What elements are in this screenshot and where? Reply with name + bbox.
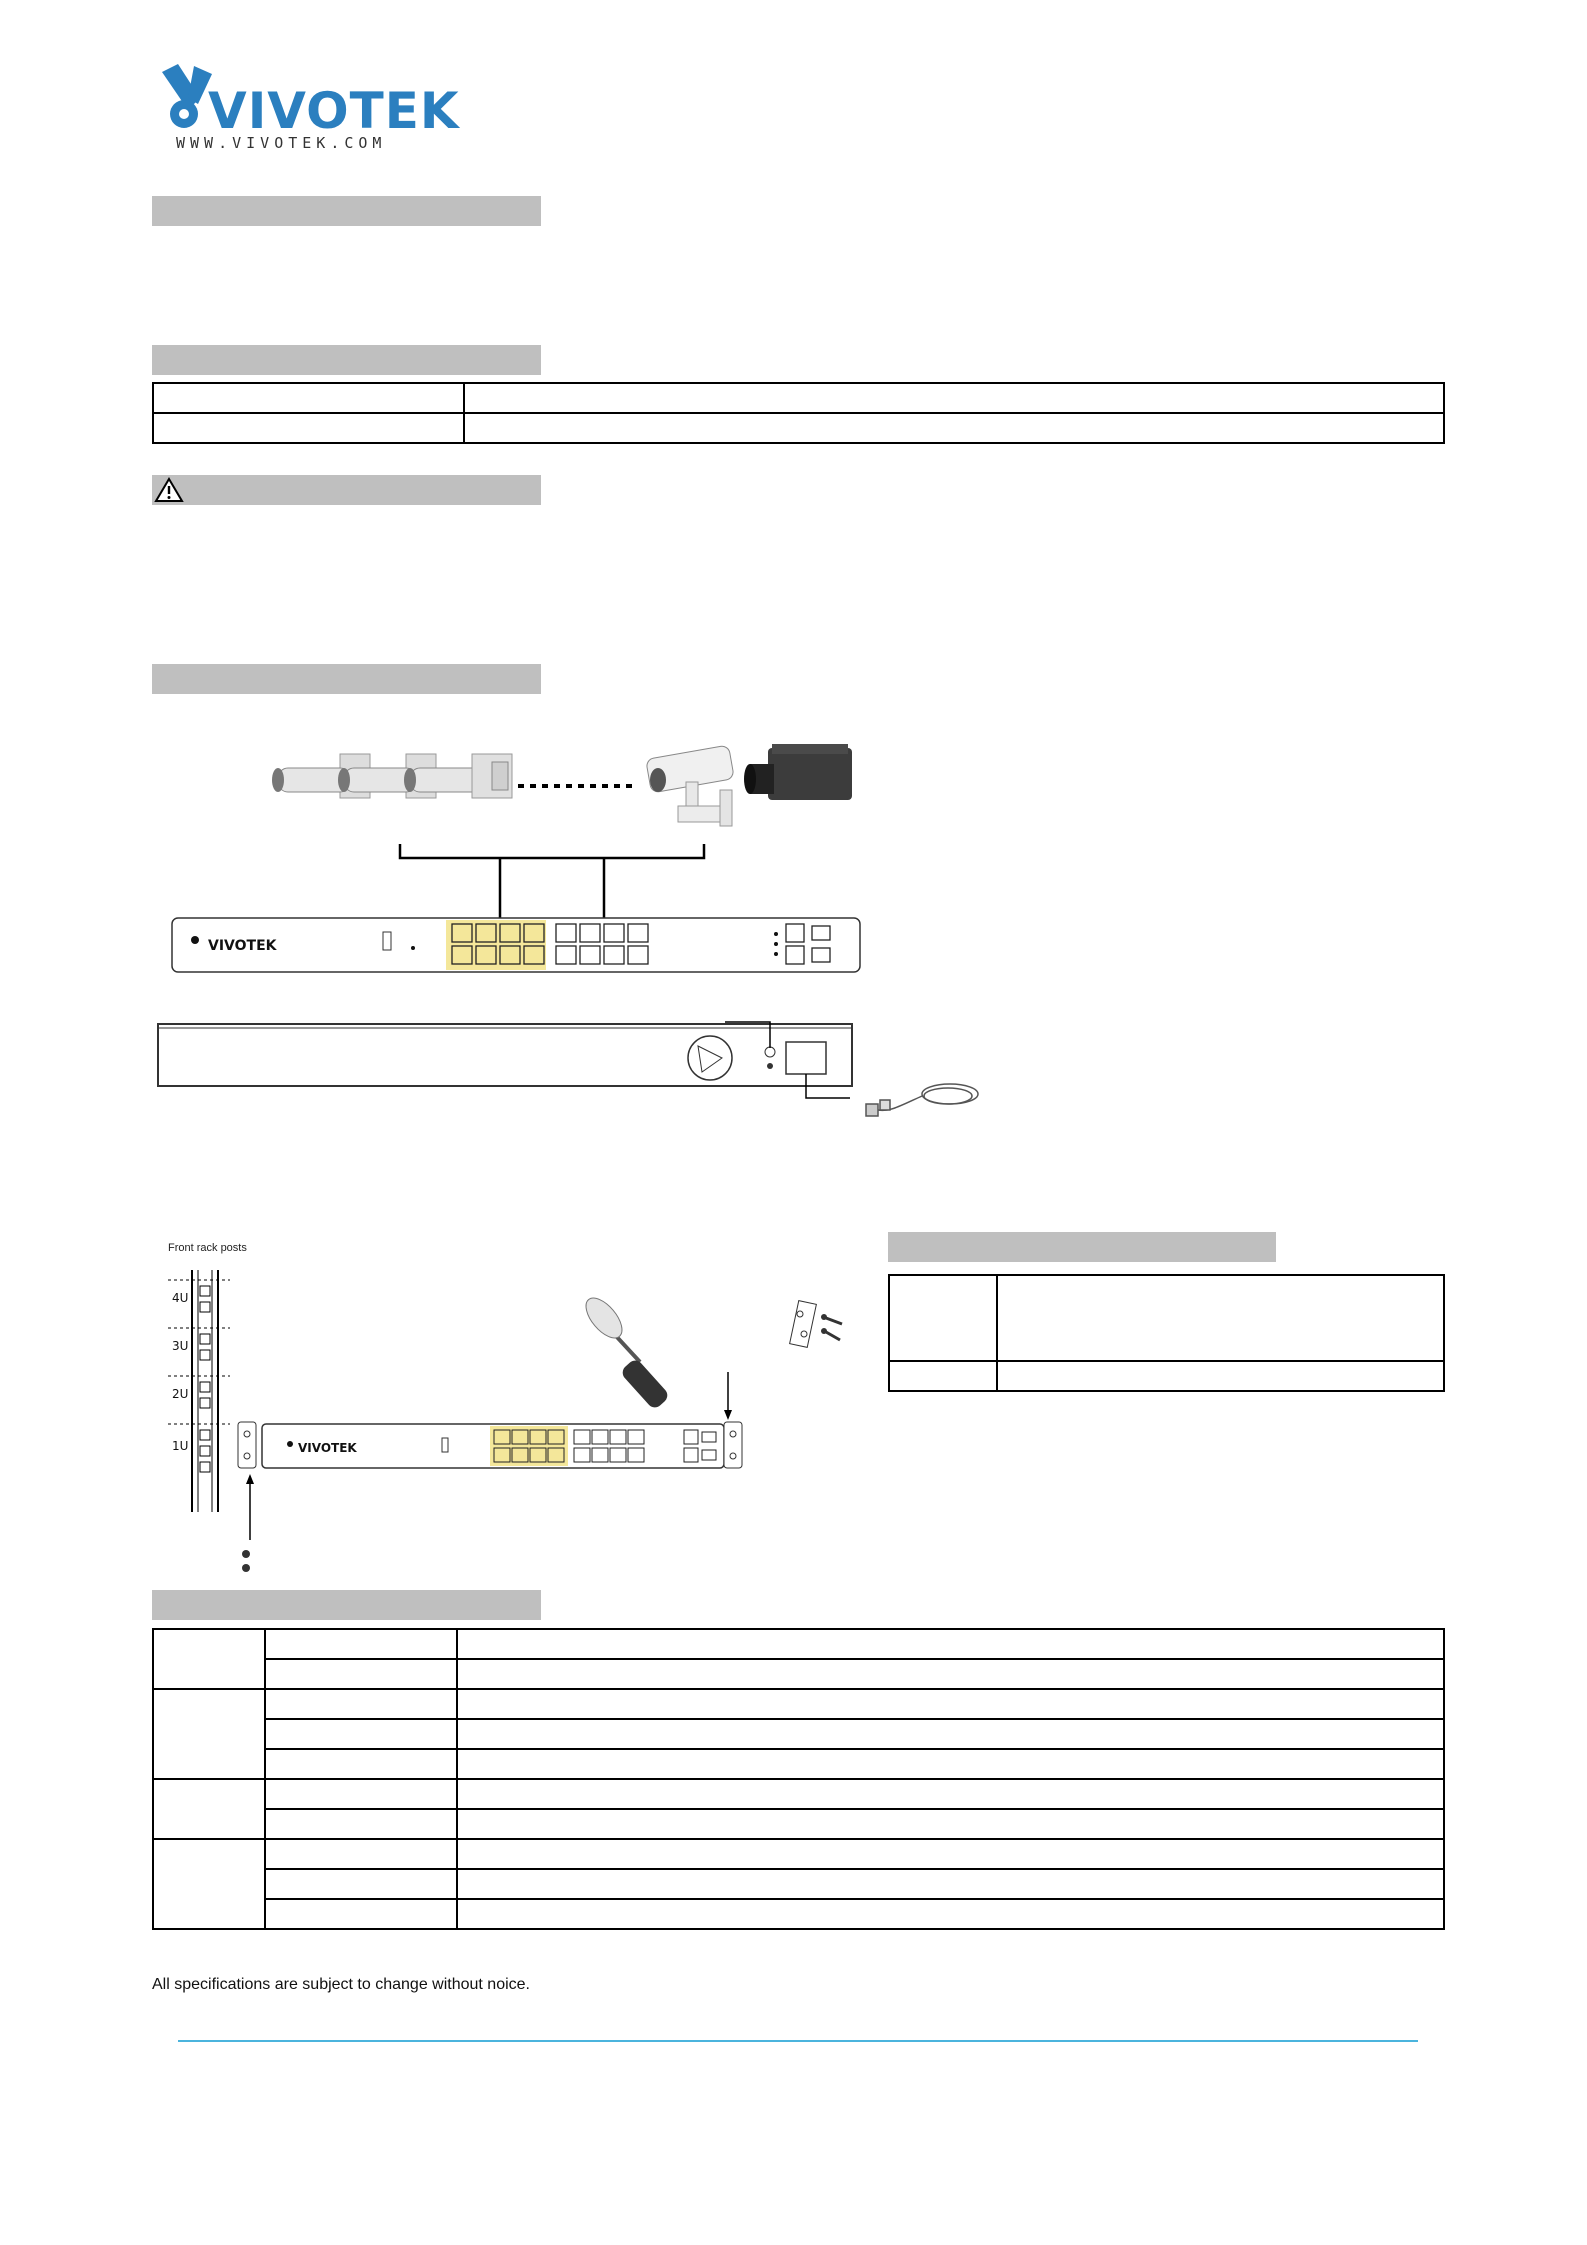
outdoor-camera-icon <box>646 745 735 826</box>
kit-table <box>888 1274 1445 1392</box>
poe-switch-front-icon <box>172 918 860 972</box>
screwdriver-icon <box>579 1292 670 1411</box>
table-cell <box>457 1839 1444 1869</box>
table-cell <box>997 1275 1444 1361</box>
svg-text:VIVOTEK: VIVOTEK <box>298 1441 357 1455</box>
section-header-bar <box>888 1232 1276 1262</box>
rack-unit-label: 2U <box>172 1387 189 1401</box>
section-header-bar <box>152 345 541 375</box>
table-cell <box>265 1719 457 1749</box>
table-cell <box>153 1779 265 1839</box>
table-cell <box>457 1719 1444 1749</box>
section-header-bar <box>152 1590 541 1620</box>
table-cell <box>457 1869 1444 1899</box>
table-cell <box>265 1659 457 1689</box>
connection-diagram <box>150 740 1010 1140</box>
table-cell <box>265 1809 457 1839</box>
mounting-bracket-icon <box>790 1301 842 1348</box>
power-cord-icon <box>866 1084 978 1116</box>
warning-header-bar <box>152 475 541 505</box>
table-cell <box>457 1779 1444 1809</box>
table-cell <box>265 1689 457 1719</box>
table-cell <box>265 1869 457 1899</box>
warning-icon <box>154 477 184 503</box>
table-cell <box>265 1839 457 1869</box>
section-header-bar <box>152 664 541 694</box>
table-cell <box>265 1749 457 1779</box>
box-camera-icon <box>744 744 852 800</box>
table-cell <box>265 1779 457 1809</box>
logo-url: WWW.VIVOTEK.COM <box>176 134 387 152</box>
table-cell <box>457 1659 1444 1689</box>
rack-unit-label: 1U <box>172 1439 189 1453</box>
table-cell <box>889 1361 997 1391</box>
table-cell <box>153 1629 265 1689</box>
section-header-bar <box>152 196 541 226</box>
spec-table <box>152 1628 1445 1930</box>
front-rack-posts-label: Front rack posts <box>168 1242 247 1254</box>
svg-text:VIVOTEK: VIVOTEK <box>208 938 277 954</box>
info-table <box>152 382 1445 444</box>
table-cell <box>153 413 464 443</box>
logo-text: VIVOTEK <box>208 82 460 140</box>
table-cell <box>265 1629 457 1659</box>
rack-unit-label: 4U <box>172 1291 189 1305</box>
table-cell <box>457 1749 1444 1779</box>
table-cell <box>464 383 1444 413</box>
table-cell <box>457 1809 1444 1839</box>
table-cell <box>889 1275 997 1361</box>
rack-unit-label: 3U <box>172 1339 189 1353</box>
vivotek-logo <box>158 64 460 154</box>
footnote: All specifications are subject to change without noice. <box>152 1976 530 1993</box>
table-cell <box>153 383 464 413</box>
poe-switch-rear-icon <box>158 1022 852 1098</box>
table-cell <box>153 1839 265 1929</box>
table-cell <box>464 413 1444 443</box>
footer-divider <box>178 2040 1418 2042</box>
table-cell <box>457 1629 1444 1659</box>
table-cell <box>153 1689 265 1779</box>
table-cell <box>457 1899 1444 1929</box>
table-cell <box>265 1899 457 1929</box>
rack-mount-diagram <box>150 1262 850 1582</box>
bullet-camera-icon <box>472 754 512 798</box>
table-cell <box>457 1689 1444 1719</box>
table-cell <box>997 1361 1444 1391</box>
